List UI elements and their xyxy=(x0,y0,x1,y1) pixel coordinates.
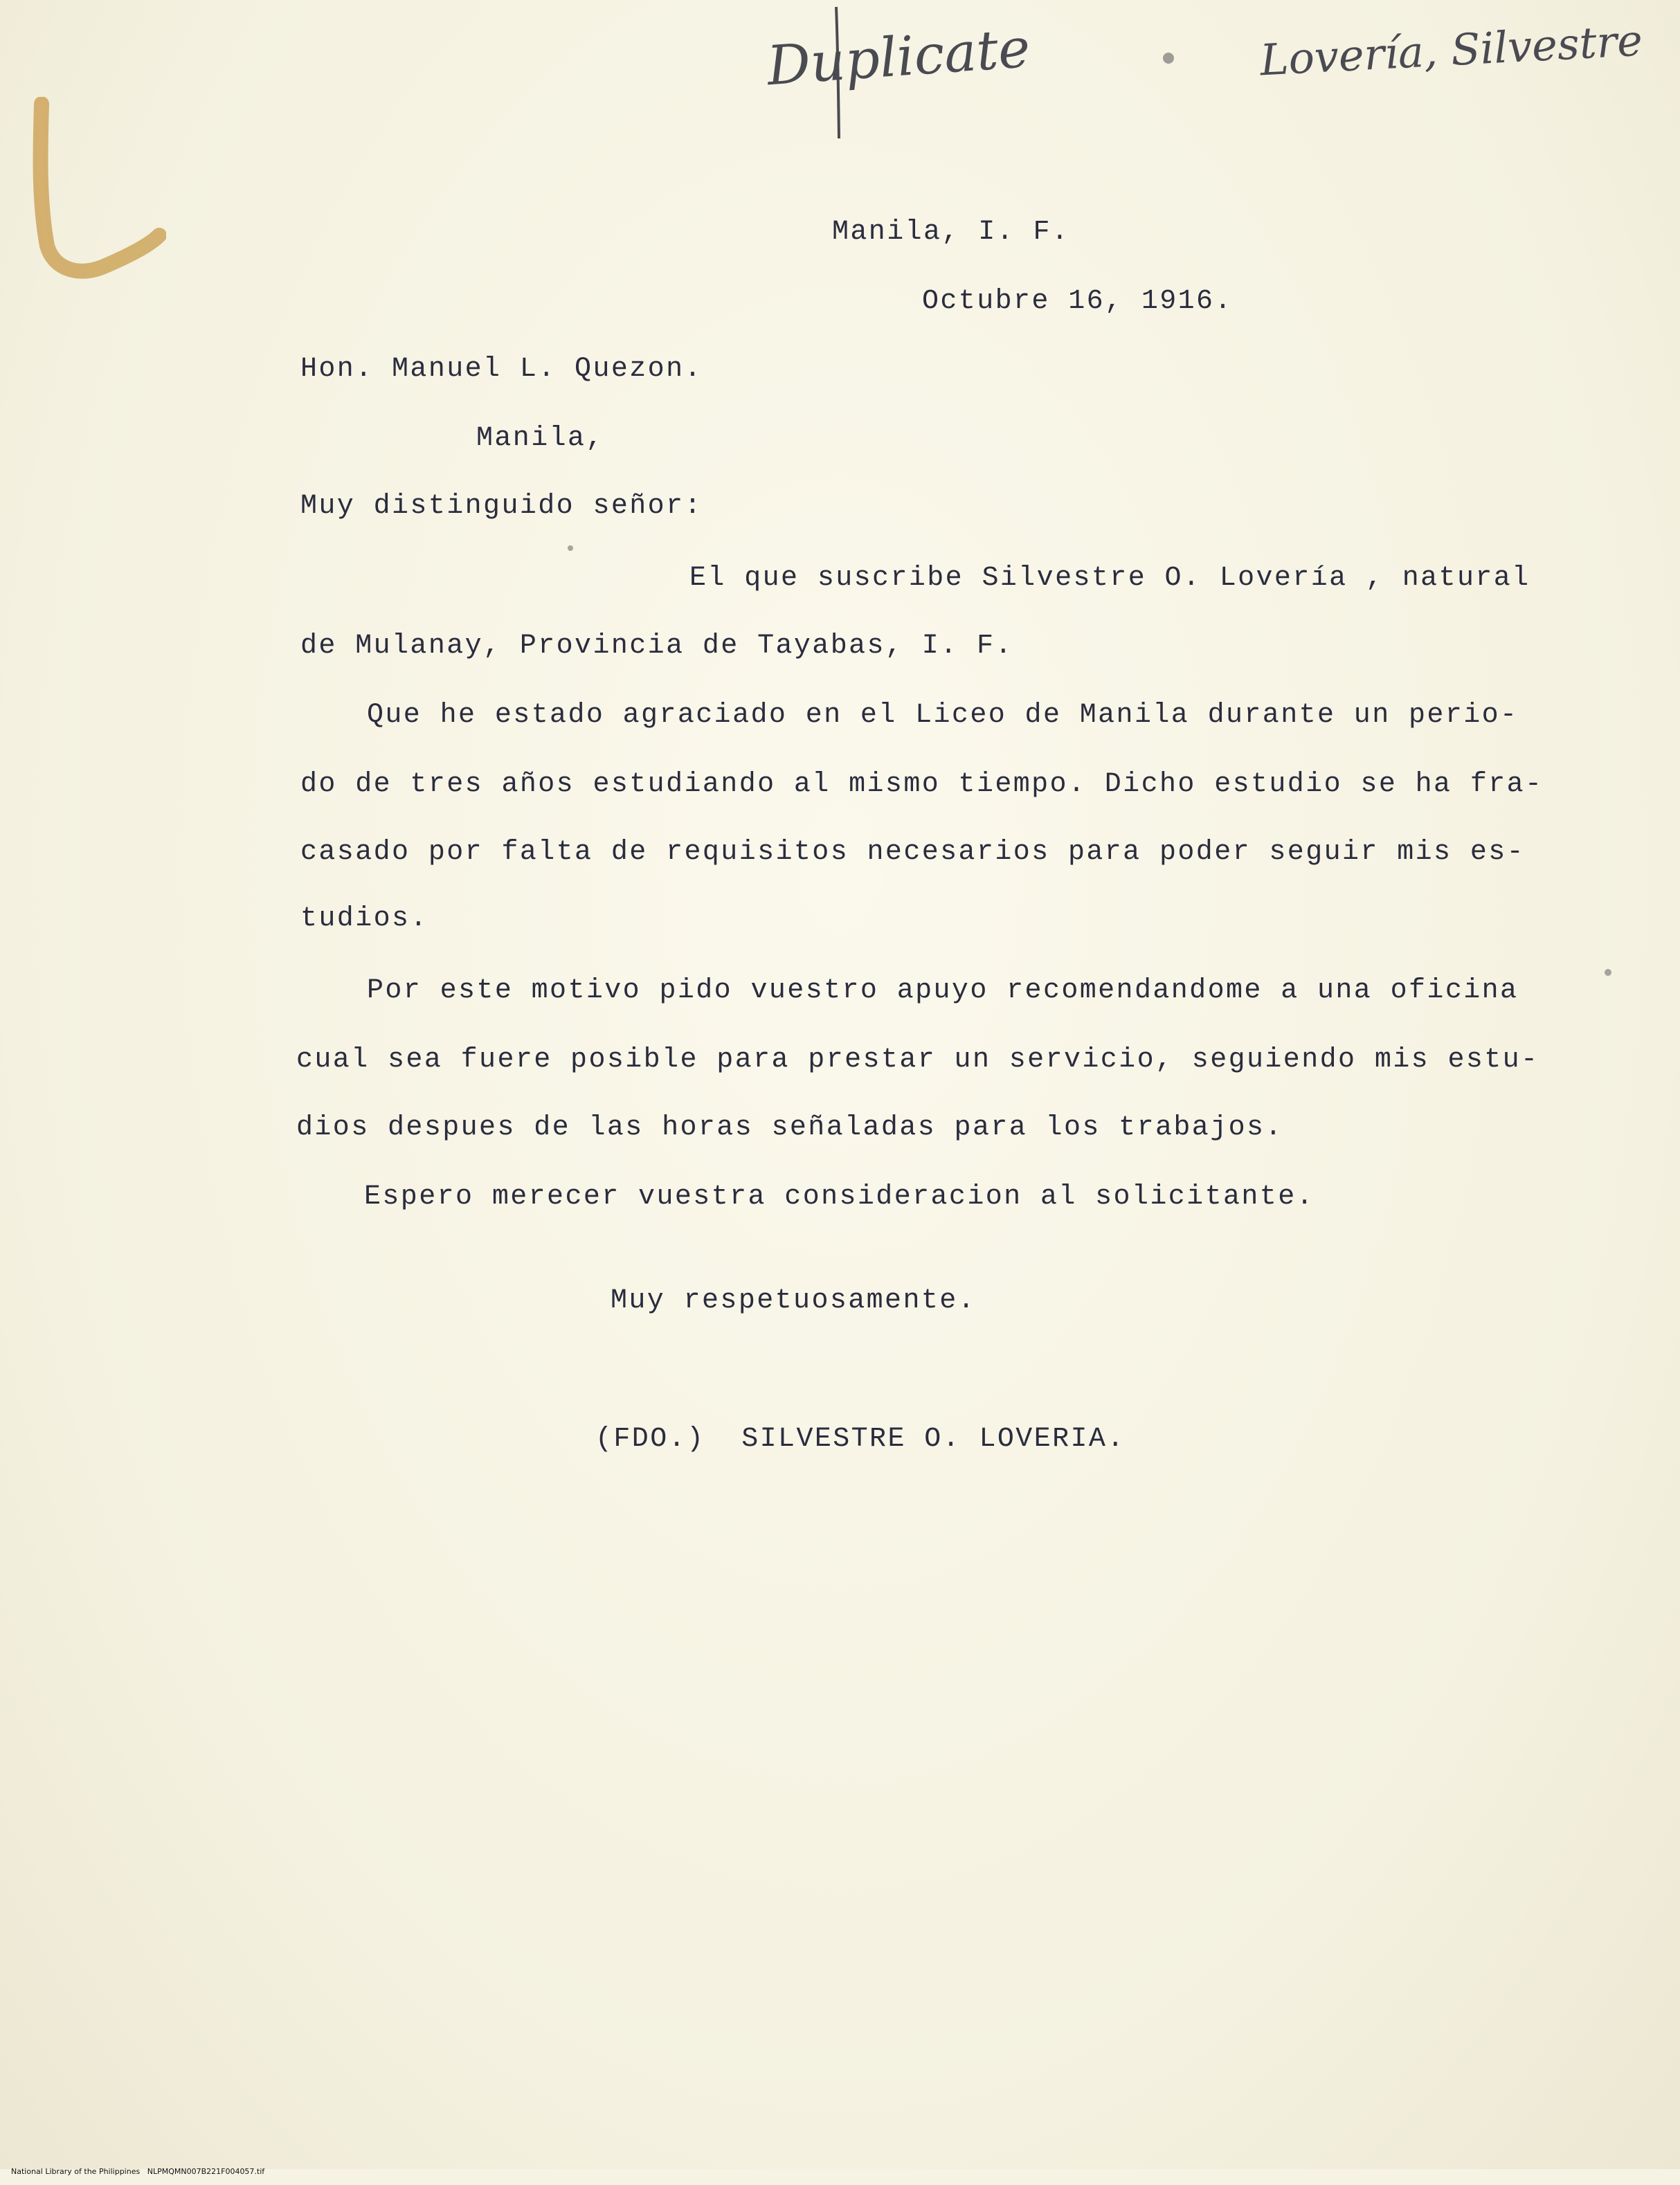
paragraph2-line-1: Que he estado agraciado en el Liceo de Manila durante un perio- xyxy=(367,700,1519,731)
paragraph1-line-1: El que suscribe Silvestre O. Lovería , natural xyxy=(689,563,1530,594)
date-line: Octubre 16, 1916. xyxy=(922,286,1233,317)
ink-speck xyxy=(1605,969,1611,976)
paragraph4-line: Espero merecer vuestra consideracion al solicitante. xyxy=(364,1181,1315,1213)
footer-filename: NLPMQMN007B221F004057.tif xyxy=(147,2167,265,2176)
salutation-line: Muy distinguido señor: xyxy=(300,491,703,522)
paragraph3-line-2: cual sea fuere posible para prestar un servicio, seguiendo mis estu- xyxy=(296,1044,1539,1076)
paragraph3-line-1: Por este motivo pido vuestro apuyo recomendandome a una oficina xyxy=(367,975,1519,1006)
signature-line: (FDO.) SILVESTRE O. LOVERIA. xyxy=(595,1424,1126,1455)
ink-speck xyxy=(1163,53,1174,64)
ink-speck xyxy=(568,545,573,551)
paragraph2-line-2: do de tres años estudiando al mismo tiempo. Dicho estudio se ha fra- xyxy=(300,769,1544,800)
paragraph3-line-3: dios despues de las horas señaladas para los trabajos. xyxy=(296,1112,1283,1143)
place-line: Manila, I. F. xyxy=(832,217,1070,248)
handwritten-name-note: Lovería, Silvestre xyxy=(1258,15,1644,86)
paragraph2-line-3: casado por falta de requisitos necesarios para poder seguir mis es- xyxy=(300,837,1526,868)
recipient-line: Hon. Manuel L. Quezon. xyxy=(300,354,703,385)
paragraph1-line-2: de Mulanay, Provincia de Tayabas, I. F. xyxy=(300,631,1013,662)
closing-line: Muy respetuosamente. xyxy=(611,1285,977,1316)
stain-mark xyxy=(14,97,166,291)
recipient-city-line: Manila, xyxy=(476,423,604,454)
paragraph2-line-4: tudios. xyxy=(300,903,428,934)
handwritten-stroke xyxy=(828,0,849,145)
handwritten-duplicate: Duplicate xyxy=(765,17,1032,98)
footer-source: National Library of the Philippines xyxy=(11,2167,141,2176)
scan-footer xyxy=(1,2158,264,2185)
